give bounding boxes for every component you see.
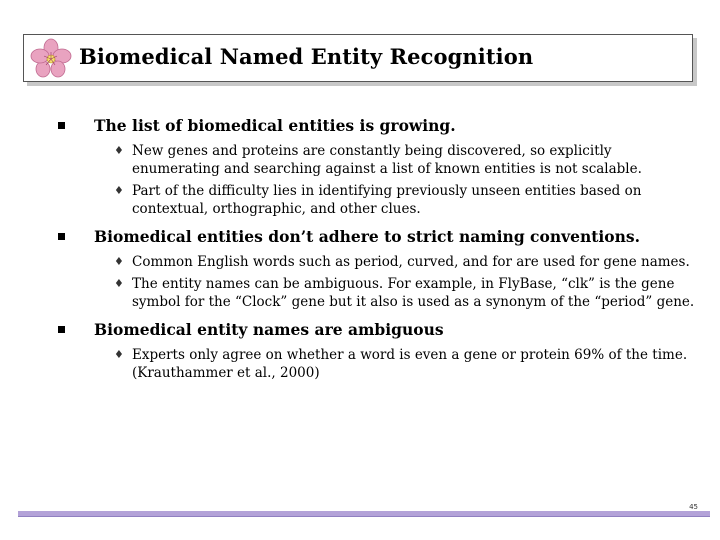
page-number: 45 [689,503,698,511]
sub-bullet [58,182,698,218]
square-bullet-icon [58,326,65,333]
sub-bullet-text: Experts only agree on whether a word is even a gene or protein 69% of the time. (Krauthammer et al., 2000) [132,347,688,381]
flower-icon [30,38,72,78]
sub-bullet-text: New genes and proteins are constantly being discovered, so explicitly enumerating and searching against a list of known entities is not scalable. [132,143,642,177]
slide-title: Biomedical Named Entity Recognition [79,44,534,69]
bullet-2-text: Biomedical entities don’t adhere to strict naming conventions. [94,227,641,246]
diamond-bullet-icon: ♦ [114,255,124,268]
square-bullet-icon [58,233,65,240]
bullet-3 [58,320,698,382]
sub-bullet [58,346,698,382]
bullet-1 [58,116,698,218]
diamond-bullet-icon: ♦ [114,144,124,157]
sub-bullet-text: Part of the difficulty lies in identifying previously unseen entities based on contextual, orthographic, and other clues. [132,183,642,217]
footer-bar [18,511,710,517]
title-box [23,34,693,82]
bullet-2 [58,227,698,311]
bullet-1-text: The list of biomedical entities is growing. [94,116,456,135]
slide-content [58,116,698,391]
diamond-bullet-icon: ♦ [114,348,124,361]
sub-bullet-text: The entity names can be ambiguous. For example, in FlyBase, “clk” is the gene symbol for the “Clock” gene but it also is used as a synonym of the “period” gene. [132,276,695,310]
diamond-bullet-icon: ♦ [114,277,124,290]
square-bullet-icon [58,122,65,129]
sub-bullet [58,275,698,311]
sub-bullet-text: Common English words such as period, curved, and for are used for gene names. [132,254,690,270]
sub-bullet [58,142,698,178]
bullet-3-text: Biomedical entity names are ambiguous [94,320,444,339]
sub-bullet [58,253,698,271]
diamond-bullet-icon: ♦ [114,184,124,197]
